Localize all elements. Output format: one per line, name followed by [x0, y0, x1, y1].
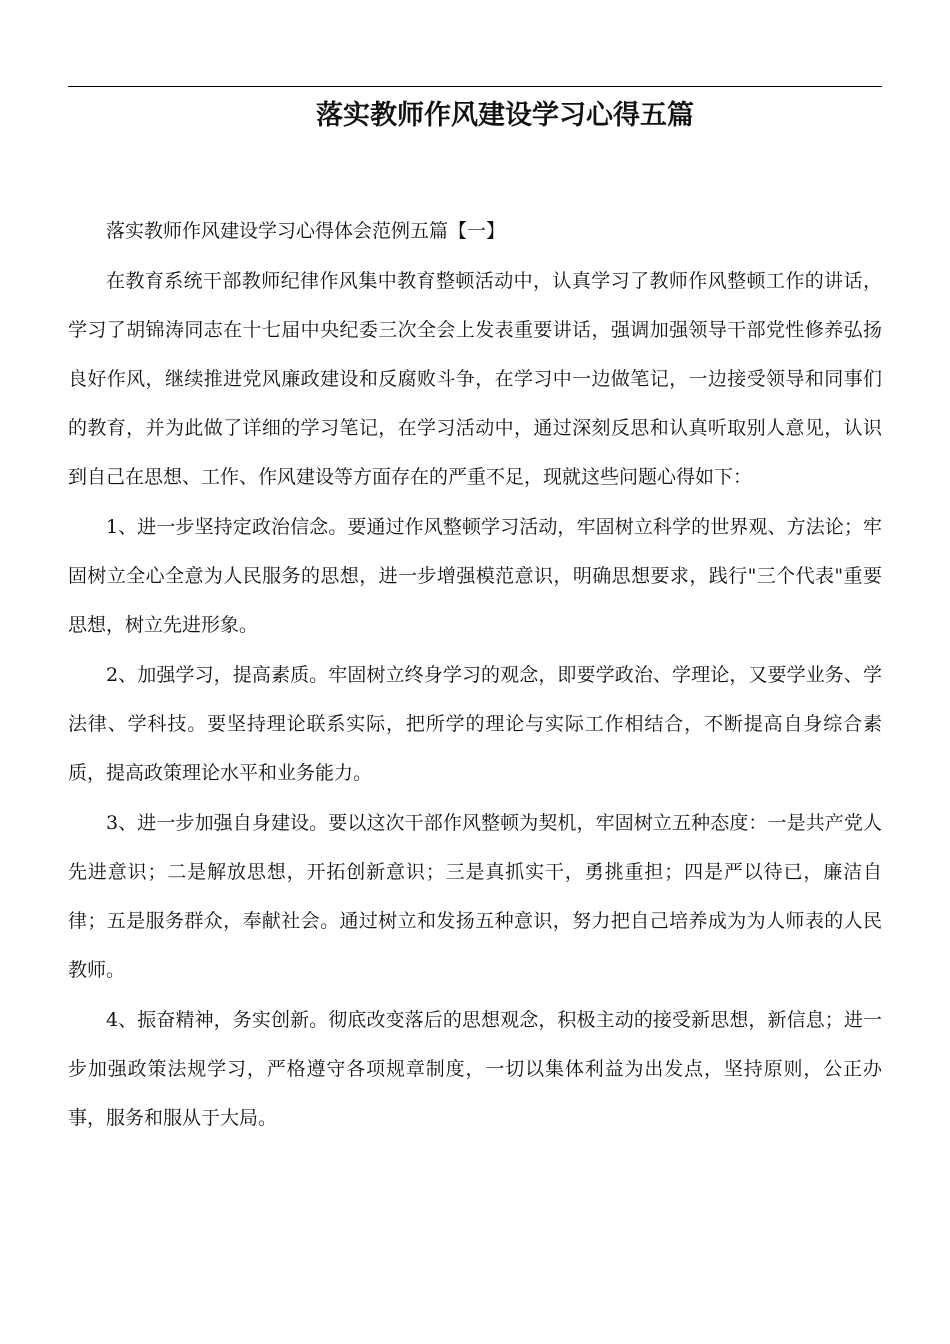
document-title: 落实教师作风建设学习心得五篇 — [316, 100, 694, 131]
header-rule — [68, 86, 882, 87]
paragraph-point-2: 2、加强学习，提高素质。牢固树立终身学习的观念，即要学政治、学理论，又要学业务、学法律、学科技。要坚持理论联系实际，把所学的理论与实际工作相结合，不断提高自身综合素质，提高政策理论水平和业务能力。 — [68, 664, 882, 784]
paragraph-point-1: 1、进一步坚持定政治信念。要通过作风整顿学习活动，牢固树立科学的世界观、方法论；牢固树立全心全意为人民服务的思想，进一步增强模范意识，明确思想要求，践行"三个代表"重要思想，树立先进形象。 — [68, 516, 882, 636]
paragraph-point-3: 3、进一步加强自身建设。要以这次干部作风整顿为契机，牢固树立五种态度：一是共产党人先进意识；二是解放思想，开拓创新意识；三是真抓实干，勇挑重担；四是严以待已，廉洁自律；五是服务群众，奉献社会。通过树立和发扬五种意识，努力把自己培养成为为人师表的人民教师。 — [68, 812, 882, 981]
document-body — [68, 207, 882, 1144]
paragraph-intro: 在教育系统干部教师纪律作风集中教育整顿活动中，认真学习了教师作风整顿工作的讲话，学习了胡锦涛同志在十七届中央纪委三次全会上发表重要讲话，强调加强领导干部党性修养弘扬良好作风，继续推进党风廉政建设和反腐败斗争，在学习中一边做笔记，一边接受领导和同事们的教育，并为此做了详细的学习笔记，在学习活动中，通过深刻反思和认真听取别人意见，认识到自己在思想、工作、作风建设等方面存在的严重不足，现就这些问题心得如下： — [68, 270, 882, 488]
section-subheading: 落实教师作风建设学习心得体会范例五篇【一】 — [106, 220, 506, 242]
paragraph-point-4: 4、振奋精神，务实创新。彻底改变落后的思想观念，积极主动的接受新思想，新信息；进一步加强政策法规学习，严格遵守各项规章制度，一切以集体利益为出发点，坚持原则，公正办事，服务和服从于大局。 — [68, 1009, 882, 1129]
